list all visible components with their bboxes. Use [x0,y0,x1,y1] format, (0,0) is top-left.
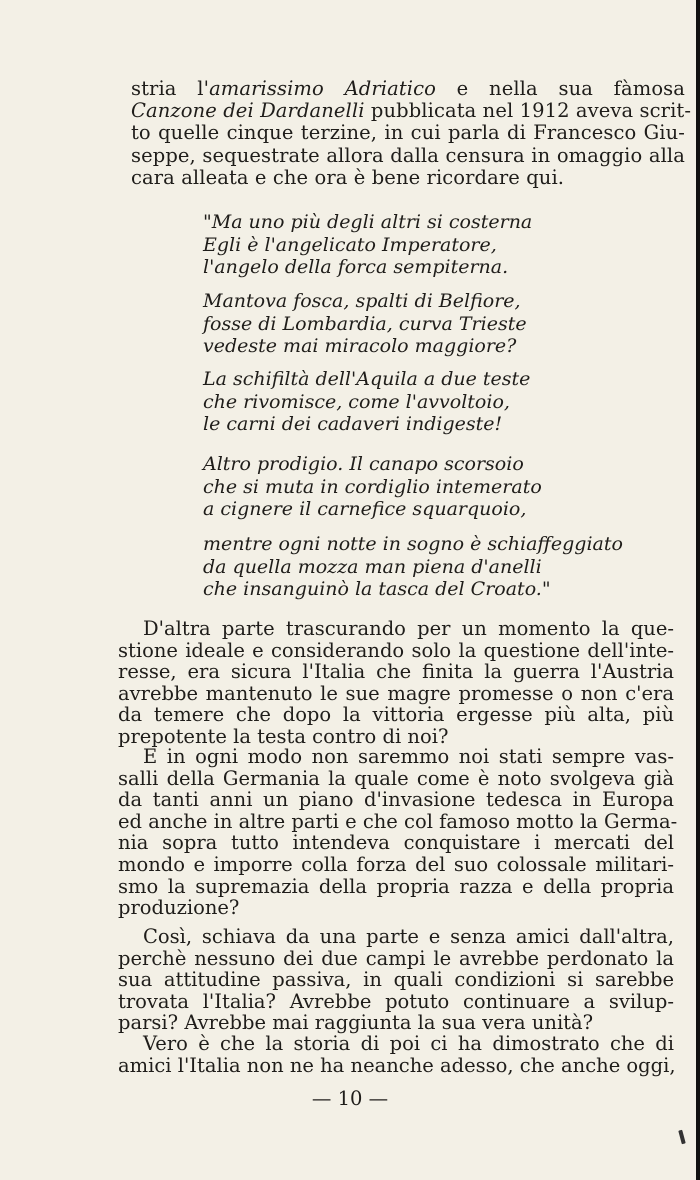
text-line: sua attitudine passiva, in quali condizioni si sarebbe [118,968,674,992]
body-paragraph [118,745,678,920]
poem-verse: Egli è l'angelicato Imperatore, [203,233,497,256]
text-line: seppe, sequestrate allora dalla censura in omaggio alla [131,143,685,167]
poem-verse: vedeste mai miracolo maggiore? [203,335,517,358]
body-paragraph [118,1033,674,1076]
text-line: trovata l'Italia? Avrebbe potuto continuare a svilup- [118,989,674,1013]
text-line: perchè nessuno dei due campi le avrebbe perdonato la [118,946,674,970]
text-line: nia sopra tutto intendeva conquistare i mercati del [118,831,674,855]
text-line: parsi? Avrebbe mai raggiunta la sua vera unità? [118,1011,594,1035]
poem-verse: da quella mozza man piena d'anelli [203,555,542,578]
page-edge [696,0,700,1180]
text-line: avrebbe mantenuto le sue magre promesse o non c'era [118,681,674,705]
poem-verse: "Ma uno più degli altri si costerna [203,211,533,233]
text-line: resse, era sicura l'Italia che finita la guerra l'Austria [118,660,674,684]
text-line: stria l'amarissimo Adriatico e nella sua fàmosa [131,77,685,100]
poem-verse: La schifiltà dell'Aquila a due teste [203,368,531,390]
text-line: E in ogni modo non saremmo noi stati sempre vas- [143,745,674,768]
poem-verse: le carni dei cadaveri indigeste! [203,413,503,436]
text-line: da temere che dopo la vittoria ergesse più alta, più [118,703,674,727]
poem-stanza [203,368,663,436]
text-line: Vero è che la storia di poi ci ha dimostrato che di [143,1032,674,1055]
text-line: cara alleata e che ora è bene ricordare qui. [131,165,565,189]
text-line: ed anche in altre parti e che col famoso motto la Germa- [118,809,678,833]
text-line: to quelle cinque terzine, in cui parla di Francesco Giu- [131,121,685,145]
text-line: prepotente la testa contro di noi? [118,724,449,748]
text-line: smo la supremazia della propria razza e della propria [118,874,674,898]
poem-verse: Altro prodigio. Il canapo scorsoio [203,453,524,475]
text-line: salli della Germania la quale come è noto svolgeva già [118,766,674,790]
poem-stanza [203,290,663,358]
poem-verse: fosse di Lombardia, curva Trieste [203,312,527,335]
text-line: Canzone dei Dardanelli pubblicata nel 1912 aveva scrit- [131,99,692,123]
poem-stanza [203,211,663,279]
text-line: da tanti anni un piano d'invasione tedesca in Europa [118,788,674,812]
text-line: produzione? [118,896,240,920]
poem-verse: che insanguinò la tasca del Croato." [203,578,551,601]
poem-stanza [203,453,663,521]
poem-verse: che rivomisce, come l'avvoltoio, [203,390,510,413]
text-line: stione ideale e considerando solo la questione dell'inte- [118,638,674,662]
margin-mark [678,1130,685,1145]
poem-verse: mentre ogni notte in sogno è schiaffeggiato [203,533,623,555]
text-line: Così, schiava da una parte e senza amici dall'altra, [143,925,674,948]
text-line: D'altra parte trascurando per un momento la que- [143,617,674,640]
body-paragraph [118,618,674,748]
body-paragraph [118,926,674,1034]
poem-verse: Mantova fosca, spalti di Belfiore, [203,290,521,312]
page-number: — 10 — [311,1087,389,1110]
poem-verse: a cignere il carnefice squarquoio, [203,498,527,521]
text-line: mondo e imporre colla forza del suo colossale militari- [118,852,674,876]
opening-paragraph [131,77,692,189]
text-line: amici l'Italia non ne ha neanche adesso, che anche oggi, [118,1053,676,1077]
poem-verse: l'angelo della forca sempiterna. [203,256,509,279]
poem-stanza [203,533,663,601]
poem-verse: che si muta in cordiglio intemerato [203,475,542,498]
